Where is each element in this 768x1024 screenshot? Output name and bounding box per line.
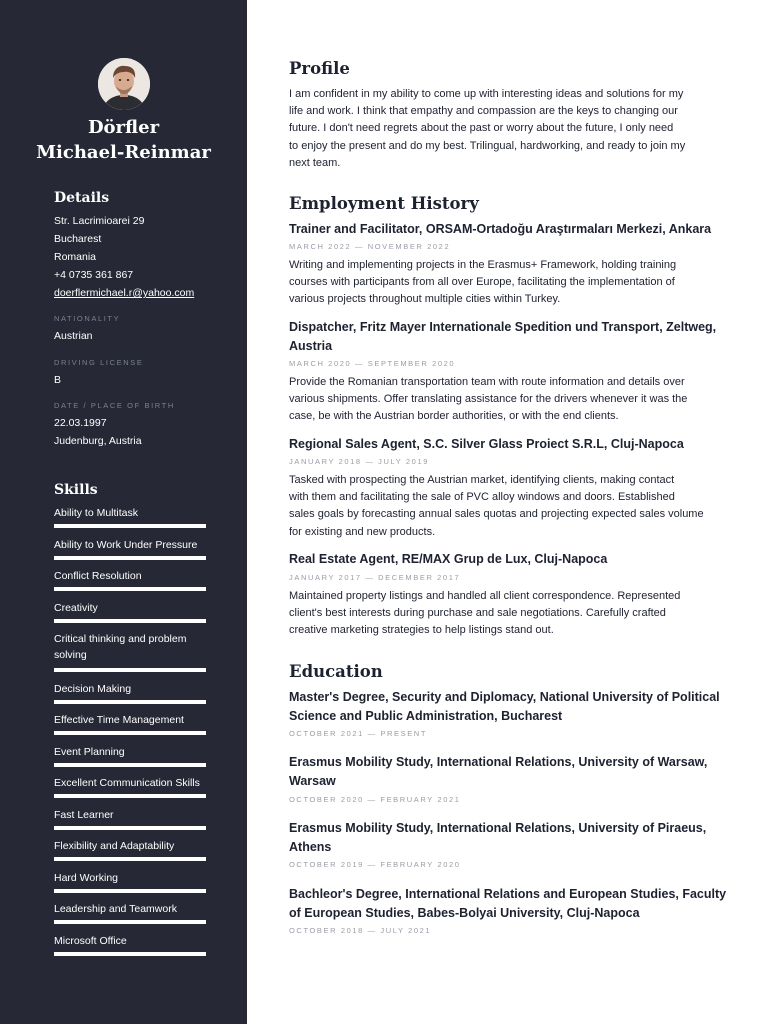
email-link[interactable]: doerflermichael.r@yahoo.com bbox=[54, 287, 195, 299]
job-description bbox=[289, 374, 721, 426]
profile-line: I am confident in my ability to come up with interesting ideas and solutions for my bbox=[289, 88, 684, 100]
skill-label: Ability to Multitask bbox=[54, 507, 139, 519]
education-title-line: Athens bbox=[289, 840, 332, 854]
skill-label: Microsoft Office bbox=[54, 934, 127, 947]
job-description bbox=[289, 588, 721, 640]
skill-level-bar bbox=[54, 619, 206, 623]
skill-level-bar bbox=[54, 524, 206, 528]
education-title-line: of European Studies, Babes-Bolyai University, Cluj-Napoca bbox=[289, 906, 640, 920]
address-city: Bucharest bbox=[54, 233, 102, 245]
skill-level-bar bbox=[54, 889, 206, 893]
job-description bbox=[289, 257, 721, 309]
address-country: Romania bbox=[54, 251, 97, 263]
education-dates: OCTOBER 2019 — FEBRUARY 2020 bbox=[289, 860, 461, 869]
job-dates: MARCH 2020 — SEPTEMBER 2020 bbox=[289, 359, 456, 368]
education-title bbox=[289, 753, 719, 791]
profile-line: future. I don't need regrets about the past or worry about the future, I only need bbox=[289, 122, 674, 135]
skill-level-bar bbox=[54, 763, 206, 767]
job-description-line: Tasked with prospecting the Austrian market, identifying clients, making contact bbox=[289, 474, 675, 486]
skill-label: Effective Time Management bbox=[54, 714, 184, 726]
skill-level-bar bbox=[54, 556, 206, 560]
skill-level-bar bbox=[54, 668, 206, 672]
profile-line: next team. bbox=[289, 156, 341, 169]
education-title-line: Warsaw bbox=[289, 774, 336, 788]
address-street: Str. Lacrimioarei 29 bbox=[54, 215, 145, 227]
profile-line: to enjoy the present and do my best. Trilingual, hardworking, and ready to join my bbox=[289, 139, 686, 152]
education-title-line: Master's Degree, Security and Diplomacy, National University of Political bbox=[289, 690, 720, 704]
education-title bbox=[289, 819, 719, 857]
skill-label: Creativity bbox=[54, 601, 98, 614]
education-title bbox=[289, 885, 727, 923]
education-title-line: Erasmus Mobility Study, International Relations, University of Warsaw, bbox=[289, 755, 708, 769]
birth-date: 22.03.1997 bbox=[54, 417, 107, 429]
skill-label: Excellent Communication Skills bbox=[54, 777, 200, 789]
job-description bbox=[289, 472, 721, 541]
profile-heading: Profile bbox=[289, 59, 350, 78]
skill-label: Event Planning bbox=[54, 745, 125, 758]
skills-heading: Skills bbox=[54, 482, 98, 498]
employment-heading: Employment History bbox=[289, 194, 479, 213]
job-title-line: Real Estate Agent, RE/MAX Grup de Lux, Cluj-Napoca bbox=[289, 552, 608, 566]
job-dates: JANUARY 2018 — JULY 2019 bbox=[289, 457, 429, 466]
job-title bbox=[289, 550, 719, 569]
skill-label: Conflict Resolution bbox=[54, 570, 142, 582]
skill-label: Hard Working bbox=[54, 871, 118, 884]
job-description-line: with them and facilitating the sale of PVC alloy windows and doors. Established bbox=[289, 491, 675, 504]
job-description-line: various projects throughout multiple cities within Turkey. bbox=[289, 293, 561, 306]
job-description-line: courses with participants from all over Europe, facilitating the implementation of bbox=[289, 276, 675, 289]
skill-level-bar bbox=[54, 920, 206, 924]
avatar bbox=[98, 58, 150, 110]
job-description-line: case, be with the Austrian border authorities, or with the end clients. bbox=[289, 410, 619, 423]
education-heading: Education bbox=[289, 662, 383, 681]
profile-text bbox=[289, 86, 719, 172]
name-line-2: Michael-Reinmar bbox=[36, 142, 211, 163]
skill-level-bar bbox=[54, 857, 206, 861]
job-title-line: Dispatcher, Fritz Mayer Internationale Spedition und Transport, Zeltweg, bbox=[289, 320, 717, 334]
job-dates: JANUARY 2017 — DECEMBER 2017 bbox=[289, 573, 461, 582]
job-title bbox=[289, 435, 719, 454]
skill-label: Decision Making bbox=[54, 682, 132, 695]
job-description-line: Maintained property listings and handled all client correspondence. Represented bbox=[289, 590, 681, 602]
education-title-line: Erasmus Mobility Study, International Relations, University of Piraeus, bbox=[289, 821, 707, 835]
job-description-line: for existing and new products. bbox=[289, 525, 436, 538]
job-description-line: sales goals by forecasting annual sales quotas and projecting expected sales volume bbox=[289, 508, 704, 521]
nationality-label: NATIONALITY bbox=[54, 314, 121, 323]
job-description-line: various shipments. Offer translating assistance for the drivers whenever it was the bbox=[289, 393, 688, 406]
skill-level-bar bbox=[54, 587, 206, 591]
birth-place: Judenburg, Austria bbox=[54, 435, 142, 447]
profile-line: life and work. I think that empathy and compassion are the keys to changing our bbox=[289, 105, 678, 118]
sidebar bbox=[0, 0, 247, 1024]
job-title bbox=[289, 318, 719, 356]
details-heading: Details bbox=[54, 190, 110, 206]
skill-level-bar bbox=[54, 826, 206, 830]
skill-level-bar bbox=[54, 731, 206, 735]
name-line-1: Dörfler bbox=[87, 117, 160, 138]
skill-level-bar bbox=[54, 952, 206, 956]
job-title bbox=[289, 220, 719, 239]
education-title-line: Science and Public Administration, Bucharest bbox=[289, 709, 563, 723]
education-title bbox=[289, 688, 719, 726]
birth-label: DATE / PLACE OF BIRTH bbox=[54, 401, 175, 410]
education-title-line: Bachleor's Degree, International Relations and European Studies, Faculty bbox=[289, 887, 727, 901]
job-description-line: creative marketing strategies to help listings stand out. bbox=[289, 624, 554, 637]
job-description-line: Writing and implementing projects in the Erasmus+ Framework, holding training bbox=[289, 259, 677, 271]
job-dates: MARCH 2022 — NOVEMBER 2022 bbox=[289, 242, 451, 251]
job-title-line: Trainer and Facilitator, ORSAM-Ortadoğu Araştırmaları Merkezi, Ankara bbox=[289, 222, 712, 236]
avatar-portrait bbox=[98, 58, 150, 110]
skill-label: Ability to Work Under Pressure bbox=[54, 538, 198, 551]
job-description-line: Provide the Romanian transportation team with route information and details over bbox=[289, 376, 685, 388]
education-dates: OCTOBER 2021 — PRESENT bbox=[289, 729, 428, 738]
phone-number: +4 0735 361 867 bbox=[54, 269, 134, 281]
driving-license-value: B bbox=[54, 374, 62, 386]
skill-label: Fast Learner bbox=[54, 808, 114, 821]
skill-label: Critical thinking and problem solving bbox=[54, 633, 187, 661]
driving-license-label: DRIVING LICENSE bbox=[54, 358, 144, 367]
skill-label: Flexibility and Adaptability bbox=[54, 840, 175, 852]
job-description-line: client's best interests during purchase and sale negotiations. Carefully crafted bbox=[289, 607, 666, 620]
education-dates: OCTOBER 2020 — FEBRUARY 2021 bbox=[289, 795, 461, 804]
skill-level-bar bbox=[54, 700, 206, 704]
nationality-value: Austrian bbox=[54, 330, 93, 342]
job-title-line: Austria bbox=[289, 339, 333, 353]
job-title-line: Regional Sales Agent, S.C. Silver Glass Proiect S.R.L, Cluj-Napoca bbox=[289, 437, 684, 451]
education-dates: OCTOBER 2018 — JULY 2021 bbox=[289, 926, 432, 935]
skill-level-bar bbox=[54, 794, 206, 798]
skill-label: Leadership and Teamwork bbox=[54, 903, 177, 915]
candidate-name bbox=[0, 115, 247, 165]
